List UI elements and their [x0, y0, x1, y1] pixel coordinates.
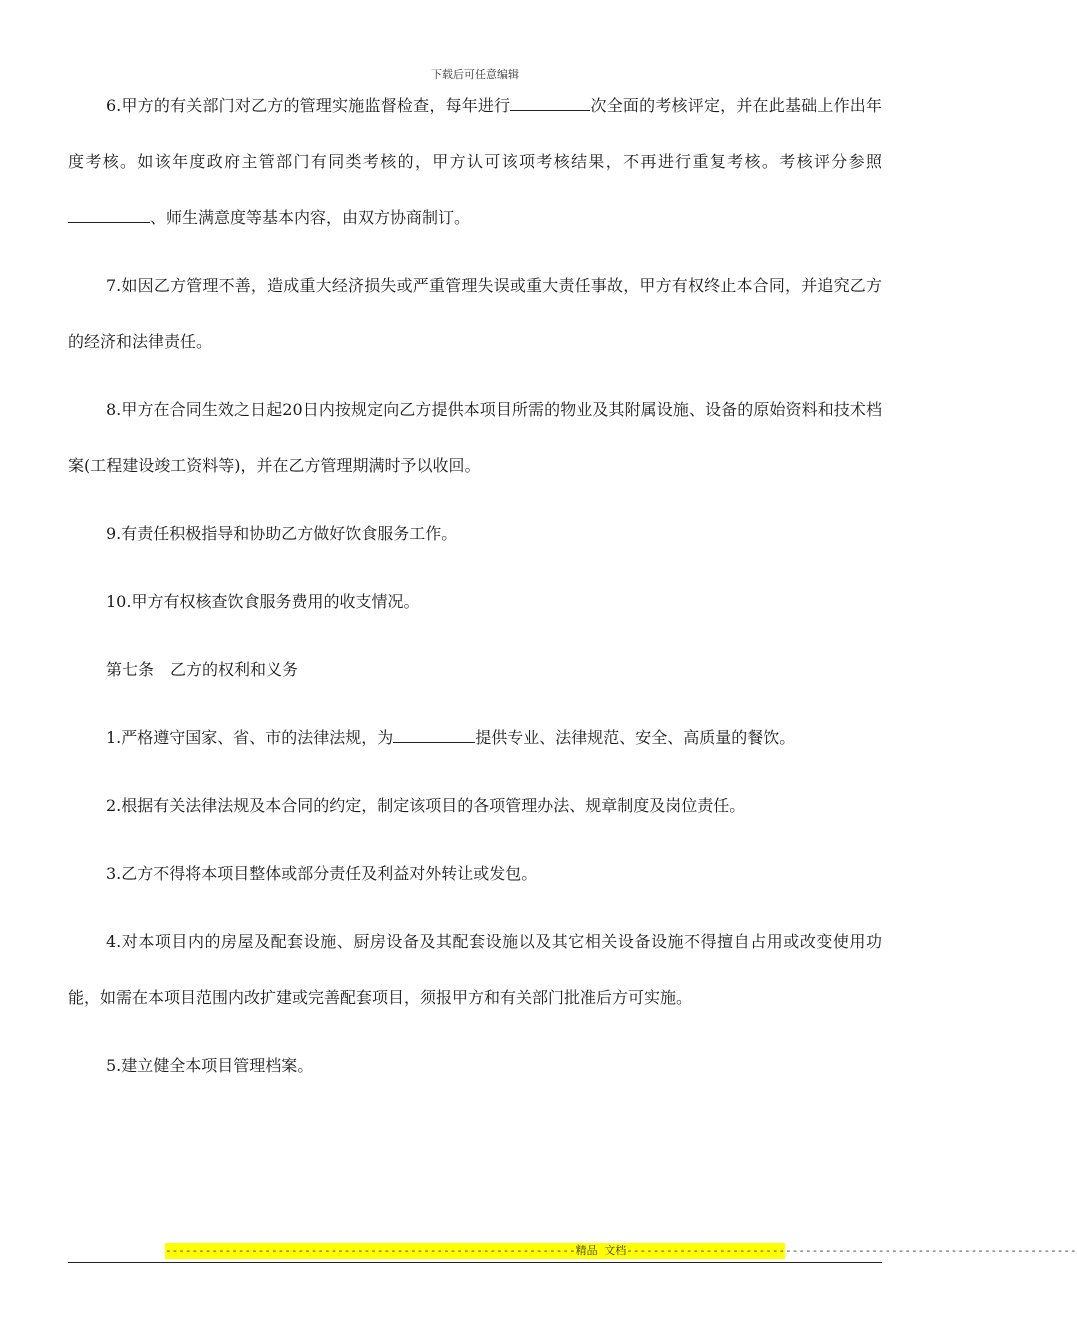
clause-1 [68, 710, 882, 766]
document-body [68, 90, 882, 1106]
fill-blank[interactable] [510, 96, 590, 111]
paragraph-text: 提供专业、法律规范、安全、高质量的餐饮。 [475, 728, 796, 747]
paragraph-text: 8.甲方在合同生效之日起20日内按规定向乙方提供本项目所需的物业及其附属设施、设备的原始资料和技术档案(工程建设竣工资料等)，并在乙方管理期满时予以收回。 [68, 400, 882, 475]
paragraph-text: 9.有责任积极指导和协助乙方做好饮食服务工作。 [106, 524, 458, 543]
footer-dashes-right: -------------------------------------------------------------------- [626, 1244, 1077, 1257]
paragraph-text: 3.乙方不得将本项目整体或部分责任及利益对外转让或发包。 [106, 864, 538, 883]
paragraph-7 [68, 258, 882, 370]
paragraph-text: 5.建立健全本项目管理档案。 [106, 1056, 314, 1075]
footer-rule [68, 1262, 882, 1263]
footer-watermark [165, 1243, 1077, 1259]
paragraph-text: 6.甲方的有关部门对乙方的管理实施监督检查，每年进行 [106, 96, 511, 115]
heading-text: 第七条 乙方的权利和义务 [106, 660, 299, 679]
paragraph-text: 次全面的考核评定，并在此基础上作出年度考核。如该年度政府主管部门有同类考核的，甲方认可该项考核结果，不再进行重复考核。考核评分参照 [68, 96, 882, 171]
footer-label: 精品 文档 [575, 1244, 627, 1257]
clause-2 [68, 778, 882, 834]
paragraph-text: 7.如因乙方管理不善，造成重大经济损失或严重管理失误或重大责任事故，甲方有权终止本合同，并追究乙方的经济和法律责任。 [68, 276, 882, 351]
paragraph-text: 2.根据有关法律法规及本合同的约定，制定该项目的各项管理办法、规章制度及岗位责任。 [106, 796, 746, 815]
section-heading [68, 642, 882, 698]
page-header: 下载后可任意编辑 [431, 68, 519, 81]
paragraph-8 [68, 382, 882, 494]
fill-blank[interactable] [393, 728, 475, 743]
paragraph-9 [68, 506, 882, 562]
clause-3 [68, 846, 882, 902]
paragraph-text: 、师生满意度等基本内容，由双方协商制订。 [150, 208, 471, 227]
paragraph-text: 10.甲方有权核查饮食服务费用的收支情况。 [106, 592, 420, 611]
footer-dashes-left: -------------------------------------------------------------- [165, 1244, 576, 1257]
clause-4 [68, 914, 882, 1026]
fill-blank[interactable] [68, 208, 150, 223]
paragraph-text: 4.对本项目内的房屋及配套设施、厨房设备及其配套设施以及其它相关设备设施不得擅自占用或改变使用功能，如需在本项目范围内改扩建或完善配套项目，须报甲方和有关部门批准后方可实施。 [68, 932, 882, 1007]
paragraph-6 [68, 78, 882, 246]
clause-5 [68, 1038, 882, 1094]
paragraph-text: 1.严格遵守国家、省、市的法律法规，为 [106, 728, 394, 747]
paragraph-10 [68, 574, 882, 630]
